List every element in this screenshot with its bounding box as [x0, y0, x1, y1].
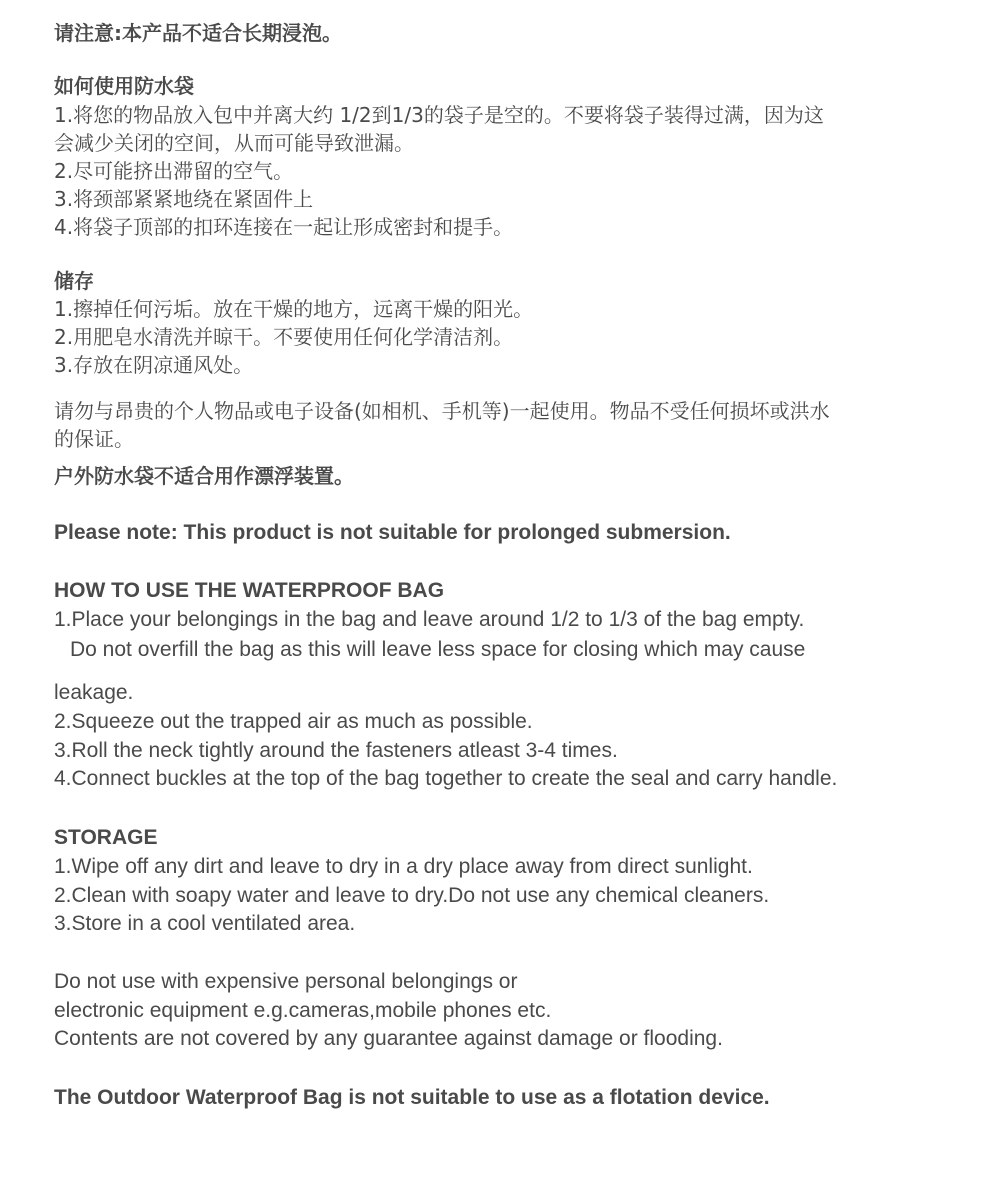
- en-how-to-step: 2.Squeeze out the trapped air as much as possible.: [54, 710, 533, 733]
- zh-how-to-title: 如何使用防水袋: [54, 74, 194, 98]
- en-how-to-step: 3.Roll the neck tightly around the fasteners atleast 3-4 times.: [54, 739, 618, 762]
- zh-caution: 的保证。: [54, 427, 134, 451]
- zh-how-to-step: 会减少关闭的空间，从而可能导致泄漏。: [54, 131, 414, 155]
- zh-storage-step: 2.用肥皂水清洗并晾干。不要使用任何化学清洁剂。: [54, 325, 514, 349]
- zh-notice: 请注意:本产品不适合长期浸泡。: [54, 21, 342, 45]
- en-caution: Contents are not covered by any guarantee against damage or flooding.: [54, 1027, 723, 1050]
- en-storage-step: 3.Store in a cool ventilated area.: [54, 912, 356, 935]
- en-storage-title: STORAGE: [54, 826, 158, 849]
- en-caution: Do not use with expensive personal belongings or: [54, 970, 518, 993]
- zh-how-to-step: 1.将您的物品放入包中并离大约 1/2到1/3的袋子是空的。不要将袋子装得过满，因为这: [54, 103, 824, 127]
- zh-storage-title: 储存: [54, 269, 94, 293]
- zh-how-to-step: 3.将颈部紧紧地绕在紧固件上: [54, 187, 314, 211]
- en-storage-step: 2.Clean with soapy water and leave to dry.Do not use any chemical cleaners.: [54, 884, 770, 907]
- zh-storage-step: 3.存放在阴凉通风处。: [54, 353, 254, 377]
- en-how-to-step: Do not overfill the bag as this will leave less space for closing which may cause: [70, 638, 806, 661]
- en-storage-step: 1.Wipe off any dirt and leave to dry in a dry place away from direct sunlight.: [54, 855, 753, 878]
- zh-how-to-step: 2.尽可能挤出滞留的空气。: [54, 159, 294, 183]
- en-caution: electronic equipment e.g.cameras,mobile phones etc.: [54, 999, 552, 1022]
- zh-flotation-warning: 户外防水袋不适合用作漂浮装置。: [54, 464, 354, 488]
- en-how-to-title: HOW TO USE THE WATERPROOF BAG: [54, 579, 445, 602]
- en-how-to-step: 1.Place your belongings in the bag and leave around 1/2 to 1/3 of the bag empty.: [54, 608, 805, 631]
- en-flotation-warning: The Outdoor Waterproof Bag is not suitable to use as a flotation device.: [54, 1086, 770, 1109]
- en-notice: Please note: This product is not suitable for prolonged submersion.: [54, 521, 731, 544]
- en-how-to-step: 4.Connect buckles at the top of the bag together to create the seal and carry handle.: [54, 767, 838, 790]
- zh-storage-step: 1.擦掉任何污垢。放在干燥的地方，远离干燥的阳光。: [54, 297, 534, 321]
- zh-how-to-step: 4.将袋子顶部的扣环连接在一起让形成密封和提手。: [54, 215, 514, 239]
- zh-caution: 请勿与昂贵的个人物品或电子设备(如相机、手机等)一起使用。物品不受任何损坏或洪水: [54, 399, 830, 423]
- en-how-to-step: leakage.: [54, 681, 134, 704]
